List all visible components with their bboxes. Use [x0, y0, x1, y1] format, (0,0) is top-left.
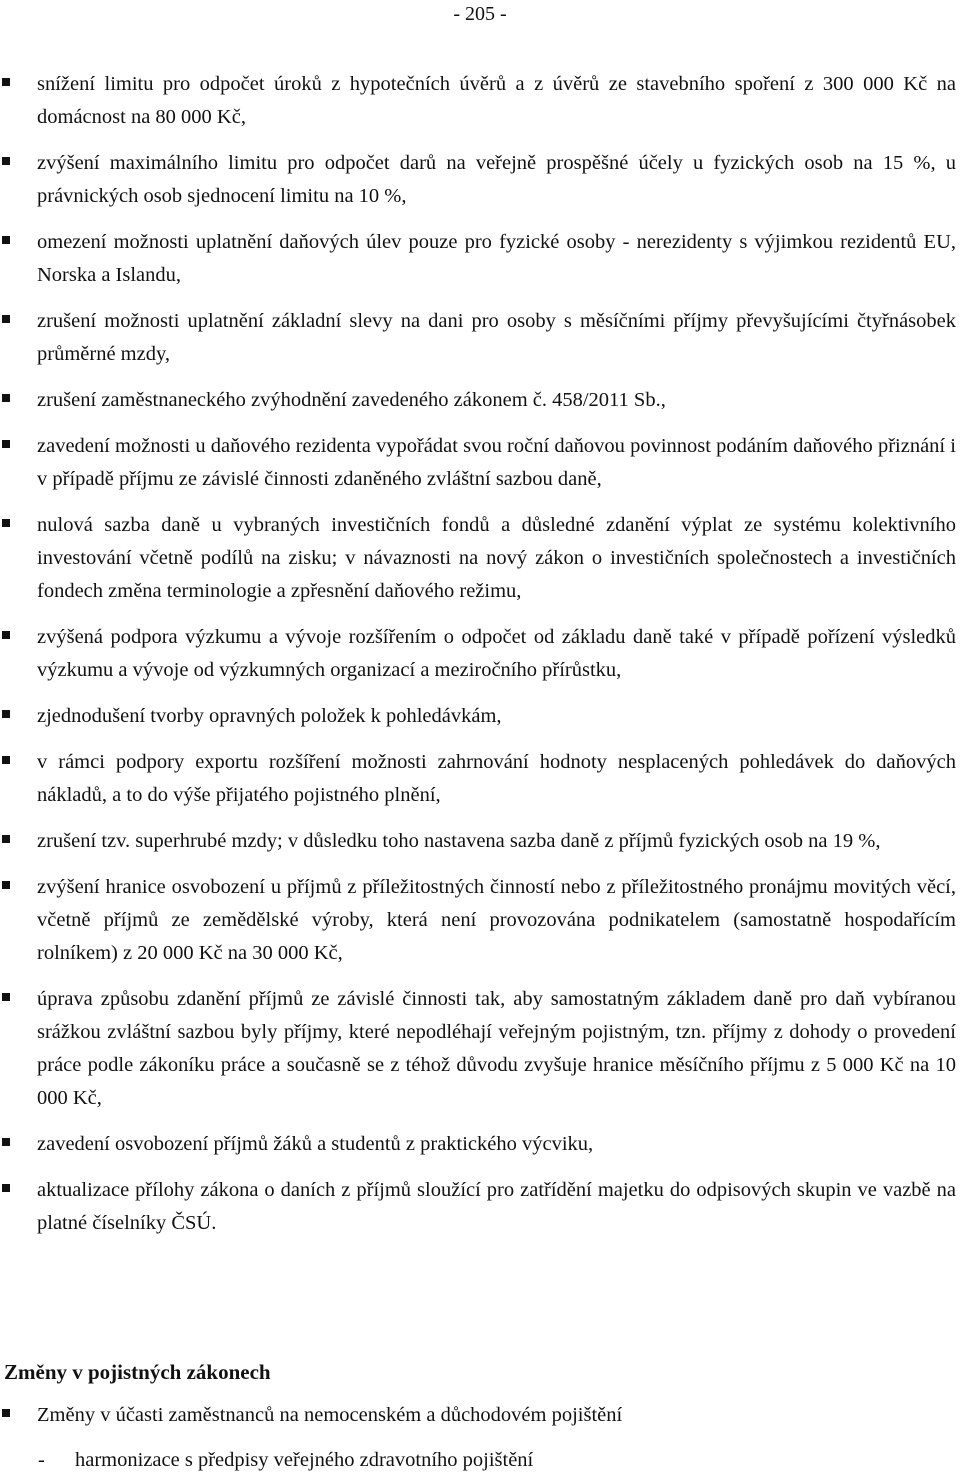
list-item-text: snížení limitu pro odpočet úroků z hypotečních úvěrů a z úvěrů ze stavebního spoření z 300 000 Kč na domácnost na 80 000 Kč, — [37, 73, 956, 128]
list-item — [0, 1174, 960, 1240]
square-bullet-icon — [2, 157, 10, 165]
tax-changes-list — [0, 68, 960, 1253]
list-item — [0, 825, 960, 858]
list-item-text: zvýšení maximálního limitu pro odpočet darů na veřejně prospěšné účely u fyzických osob na 15 %, u právnických osob sjednocení limitu na 10 %, — [37, 152, 956, 207]
dash-bullet: - — [38, 1449, 45, 1471]
square-bullet-icon — [2, 315, 10, 323]
list-item — [0, 509, 960, 608]
list-item-text: zjednodušení tvorby opravných položek k pohledávkám, — [37, 705, 502, 727]
list-item — [0, 983, 960, 1115]
list-item-text: zrušení možnosti uplatnění základní slevy na dani pro osoby s měsíčními příjmy převyšujícími čtyřnásobek průměrné mzdy, — [37, 310, 956, 365]
list-item-text: zrušení zaměstnaneckého zvýhodnění zavedeného zákonem č. 458/2011 Sb., — [37, 389, 666, 411]
square-bullet-icon — [2, 78, 10, 86]
list-item — [0, 700, 960, 733]
square-bullet-icon — [2, 394, 10, 402]
square-bullet-icon — [2, 881, 10, 889]
square-bullet-icon — [2, 1184, 10, 1192]
list-item-text: zvýšení hranice osvobození u příjmů z příležitostných činností nebo z příležitostného pronájmu movitých věcí, včetně příjmů ze zemědělské výroby, která není provozována podnikatelem (samostatně hospodařícím rolníkem) z 20 000 Kč na 30 000 Kč, — [37, 876, 956, 964]
list-item-text: úprava způsobu zdanění příjmů ze závislé činnosti tak, aby samostatným základem daně pro daň vybíranou srážkou zvláštní sazbou byly příjmy, které nepodléhají veřejným pojistným, tzn. příjmy z dohody o provedení práce podle zákoníku práce a současně se z téhož důvodu zvyšuje hranice měsíčního příjmu z 5 000 Kč na 10 000 Kč, — [37, 988, 956, 1109]
square-bullet-icon — [2, 993, 10, 1001]
list-item — [0, 384, 960, 417]
list-item-text: zrušení tzv. superhrubé mzdy; v důsledku toho nastavena sazba daně z příjmů fyzických osob na 19 %, — [37, 830, 881, 852]
list-item-text: zavedení osvobození příjmů žáků a studentů z praktického výcviku, — [37, 1133, 594, 1155]
list-item-text: harmonizace s předpisy veřejného zdravotního pojištění — [75, 1449, 534, 1471]
square-bullet-icon — [2, 440, 10, 448]
insurance-changes-list — [0, 1399, 960, 1477]
list-item — [0, 430, 960, 496]
square-bullet-icon — [2, 236, 10, 244]
list-item — [0, 1399, 960, 1432]
section-heading: Změny v pojistných zákonech — [4, 1360, 271, 1384]
page-number: - 205 - — [453, 3, 507, 25]
list-item — [0, 68, 960, 134]
square-bullet-icon — [2, 631, 10, 639]
square-bullet-icon — [2, 710, 10, 718]
square-bullet-icon — [2, 1138, 10, 1146]
list-item — [0, 1128, 960, 1161]
square-bullet-icon — [2, 1409, 10, 1417]
square-bullet-icon — [2, 519, 10, 527]
list-item-text: Změny v účasti zaměstnanců na nemocenském a důchodovém pojištění — [37, 1404, 623, 1426]
list-item-text: aktualizace přílohy zákona o daních z příjmů sloužící pro zatřídění majetku do odpisových skupin ve vazbě na platné číselníky ČSÚ. — [37, 1179, 956, 1234]
list-item-text: zavedení možnosti u daňového rezidenta vypořádat svou roční daňovou povinnost podáním daňového přiznání i v případě příjmu ze závislé činnosti zdaněného zvláštní sazbou daně, — [37, 435, 956, 490]
list-item — [0, 746, 960, 812]
list-item — [0, 305, 960, 371]
list-item-text: zvýšená podpora výzkumu a vývoje rozšířením o odpočet od základu daně také v případě pořízení výsledků výzkumu a vývoje od výzkumných organizací a meziročního přírůstku, — [37, 626, 956, 681]
list-item-text: omezení možnosti uplatnění daňových úlev pouze pro fyzické osoby - nerezidenty s výjimkou rezidentů EU, Norska a Islandu, — [37, 231, 956, 286]
list-item — [0, 147, 960, 213]
square-bullet-icon — [2, 835, 10, 843]
list-item — [0, 226, 960, 292]
square-bullet-icon — [2, 756, 10, 764]
list-item — [0, 621, 960, 687]
list-item — [0, 871, 960, 970]
list-item-text: nulová sazba daně u vybraných investičních fondů a důsledné zdanění výplat ze systému kolektivního investování včetně podílů na zisku; v návaznosti na nový zákon o investičních společnostech a investičních fondech změna terminologie a zpřesnění daňového režimu, — [37, 514, 956, 602]
list-item-text: v rámci podpory exportu rozšíření možnosti zahrnování hodnoty nesplacených pohledávek do daňových nákladů, a to do výše přijatého pojistného plnění, — [37, 751, 956, 806]
dash-list-item — [0, 1444, 960, 1477]
